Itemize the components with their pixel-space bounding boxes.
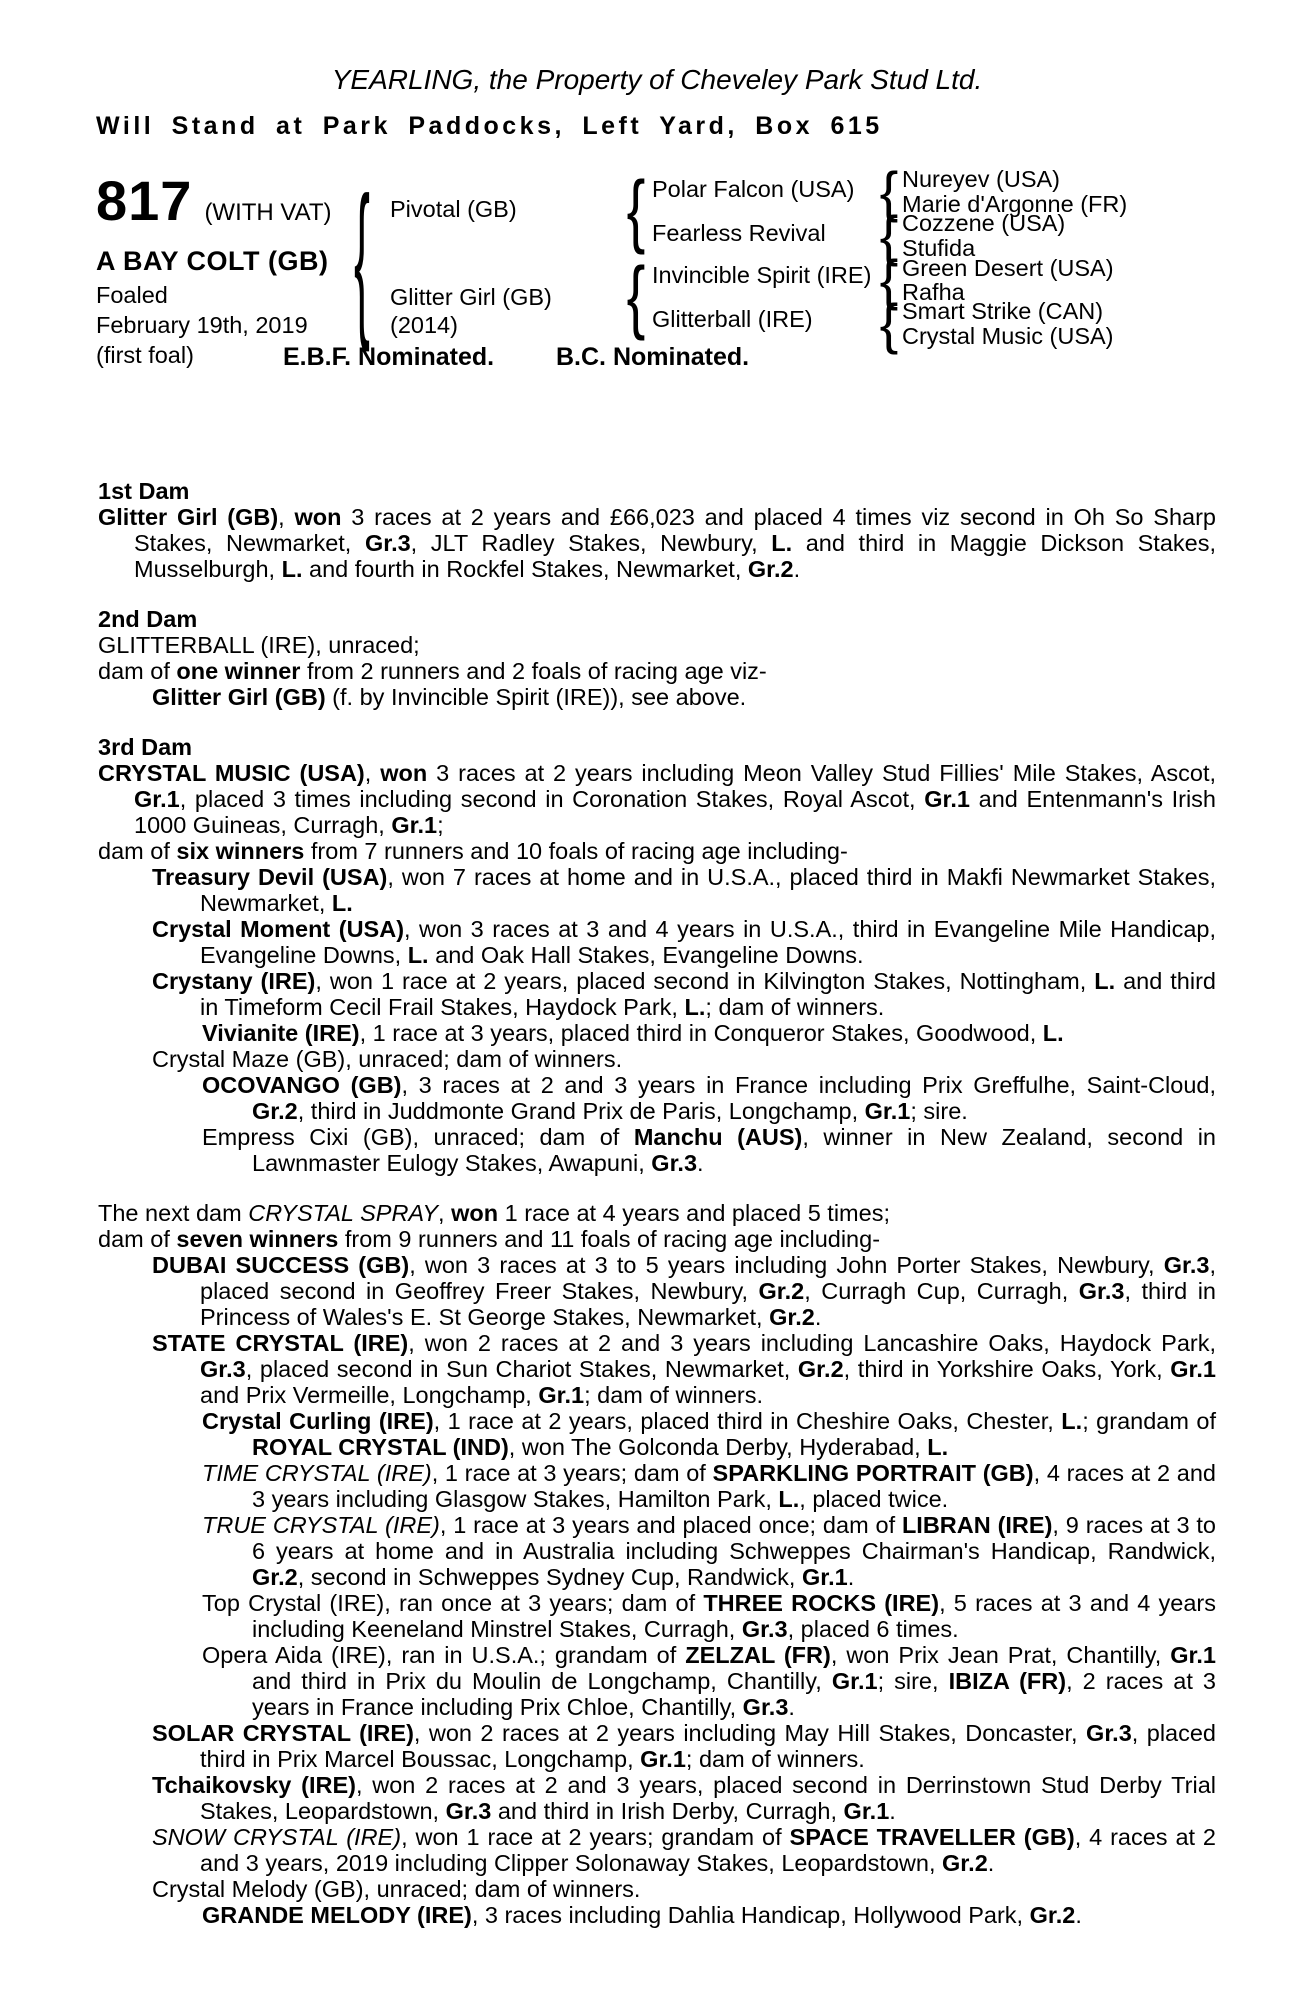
pedigree-brace-dam [616, 255, 656, 336]
pedigree-brace-sire [616, 169, 656, 250]
dam-dam-name: Glitterball (IRE) [652, 306, 813, 332]
foal-note: (first foal) [96, 342, 194, 368]
catalog-paragraph: Glitter Girl (GB) (f. by Invincible Spirit (IRE)), see above. [152, 684, 747, 710]
foaled-date: February 19th, 2019 [96, 312, 308, 338]
page-title: YEARLING, the Property of Cheveley Park Stud Ltd. [331, 64, 983, 95]
pedigree-brace-main [345, 173, 379, 344]
catalog-paragraph: STATE CRYSTAL (IRE), won 2 races at 2 and 3 years including Lancashire Oaks, Haydock Park, Gr.3, placed second in Sun Chariot Stakes, Newmarket, Gr.2, third in Yorkshire Oaks, York, Gr.1 and Prix Vermeille, Longchamp, Gr.1; dam of winners. [152, 1330, 1216, 1408]
catalog-paragraph: TRUE CRYSTAL (IRE), 1 race at 3 years and placed once; dam of LIBRAN (IRE), 9 races at 3 to 6 years at home and in Australia including Schweppes Chairman's Handicap, Randwick, Gr.2, second in Schweppes Sydney Cup, Randwick, Gr.1. [202, 1512, 1217, 1590]
sire-sire-sire-name: Nureyev (USA) [902, 166, 1061, 192]
pedigree-chart [0, 160, 1314, 395]
catalog-paragraph: Crystal Melody (GB), unraced; dam of winners. [152, 1876, 641, 1902]
sire-dam-sire-name: Cozzene (USA) [902, 210, 1066, 236]
section-heading: 1st Dam [98, 478, 190, 504]
catalog-paragraph: SOLAR CRYSTAL (IRE), won 2 races at 2 years including May Hill Stakes, Doncaster, Gr.3, placed third in Prix Marcel Boussac, Longchamp, Gr.1; dam of winners. [152, 1720, 1217, 1772]
catalog-paragraph: Tchaikovsky (IRE), won 2 races at 2 and 3 years, placed second in Derrinstown Stud Derby Trial Stakes, Leopardstown, Gr.3 and third in Irish Derby, Curragh, Gr.1. [152, 1772, 1216, 1824]
catalog-paragraph: Top Crystal (IRE), ran once at 3 years; dam of THREE ROCKS (IRE), 5 races at 3 and 4 years including Keeneland Minstrel Stakes, Curragh, Gr.3, placed 6 times. [202, 1590, 1216, 1642]
pedigree-section [98, 734, 1216, 1176]
pedigree-section [98, 606, 1216, 710]
stand-location-line: Will Stand at Park Paddocks, Left Yard, Box 615 [96, 112, 883, 140]
catalog-paragraph: Crystal Moment (USA), won 3 races at 3 and 4 years in U.S.A., third in Evangeline Mile Handicap, Evangeline Downs, L. and Oak Hall Stakes, Evangeline Downs. [152, 916, 1216, 968]
catalog-paragraph: dam of seven winners from 9 runners and 11 foals of racing age including- [98, 1226, 881, 1252]
catalog-paragraph: Crystany (IRE), won 1 race at 2 years, placed second in Kilvington Stakes, Nottingham, L. and third in Timeform Cecil Frail Stakes, Haydock Park, L.; dam of winners. [152, 968, 1216, 1020]
sire-name: Pivotal (GB) [390, 196, 517, 222]
catalog-paragraph: dam of six winners from 7 runners and 10 foals of racing age including- [98, 838, 848, 864]
pedigree-section [98, 1200, 1216, 1928]
dam-sire-name: Invincible Spirit (IRE) [652, 262, 872, 288]
catalog-paragraph: Empress Cixi (GB), unraced; dam of Manchu (AUS), winner in New Zealand, second in Lawnmaster Eulogy Stakes, Awapuni, Gr.3. [202, 1124, 1217, 1176]
catalog-paragraph: Opera Aida (IRE), ran in U.S.A.; grandam of ZELZAL (FR), won Prix Jean Prat, Chantilly, Gr.1 and third in Prix du Moulin de Longchamp, Chantilly, Gr.1; sire, IBIZA (FR), 2 races at 3 years in France including Prix Chloe, Chantilly, Gr.3. [202, 1642, 1216, 1720]
vat-note: (WITH VAT) [204, 199, 332, 226]
catalog-paragraph: Treasury Devil (USA), won 7 races at home and in U.S.A., placed third in Makfi Newmarket Stakes, Newmarket, L. [152, 864, 1216, 916]
bc-nominated-label: B.C. Nominated. [556, 343, 750, 371]
catalog-paragraph: GLITTERBALL (IRE), unraced; [98, 632, 420, 658]
pedigree-section [98, 478, 1216, 582]
colt-description: A BAY COLT (GB) [96, 246, 329, 276]
catalog-paragraph: Vivianite (IRE), 1 race at 3 years, placed third in Conqueror Stakes, Goodwood, L. [202, 1020, 1064, 1046]
dam-sire-sire-name: Green Desert (USA) [902, 255, 1114, 281]
catalog-paragraph: Crystal Maze (GB), unraced; dam of winners. [152, 1046, 623, 1072]
catalog-paragraph: dam of one winner from 2 runners and 2 foals of racing age viz- [98, 658, 767, 684]
catalog-paragraph: GRANDE MELODY (IRE), 3 races including Dahlia Handicap, Hollywood Park, Gr.2. [202, 1902, 1082, 1928]
lot-number: 817 [96, 169, 193, 232]
sire-sire-dam-name: Marie d'Argonne (FR) [902, 191, 1128, 217]
catalog-paragraph: Glitter Girl (GB), won 3 races at 2 years and £66,023 and placed 4 times viz second in Oh So Sharp Stakes, Newmarket, Gr.3, JLT Radley Stakes, Newbury, L. and third in Maggie Dickson Stakes, Musselburgh, L. and fourth in Rockfel Stakes, Newmarket, Gr.2. [98, 504, 1216, 582]
ebf-nominated-label: E.B.F. Nominated. [283, 343, 495, 371]
dam-sire-dam-name: Rafha [902, 279, 965, 305]
catalog-paragraph: DUBAI SUCCESS (GB), won 3 races at 3 to 5 years including John Porter Stakes, Newbury, Gr.3, placed second in Geoffrey Freer Stakes, Newbury, Gr.2, Curragh Cup, Curragh, Gr.3, third in Princess of Wales's E. St George Stakes, Newmarket, Gr.2. [152, 1252, 1216, 1330]
catalog-paragraph: Crystal Curling (IRE), 1 race at 2 years, placed third in Cheshire Oaks, Chester, L.; grandam of ROYAL CRYSTAL (IND), won The Golconda Derby, Hyderabad, L. [202, 1408, 1216, 1460]
catalog-paragraph: The next dam CRYSTAL SPRAY, won 1 race at 4 years and placed 5 times; [98, 1200, 890, 1226]
catalog-paragraph: SNOW CRYSTAL (IRE), won 1 race at 2 years; grandam of SPACE TRAVELLER (GB), 4 races at 2 and 3 years, 2019 including Clipper Solonaway Stakes, Leopardstown, Gr.2. [152, 1824, 1216, 1876]
foaled-label: Foaled [96, 282, 168, 308]
dam-dam-sire-name: Smart Strike (CAN) [902, 298, 1104, 324]
catalog-body [98, 478, 1216, 1952]
section-heading: 3rd Dam [98, 734, 193, 760]
catalog-paragraph: TIME CRYSTAL (IRE), 1 race at 3 years; dam of SPARKLING PORTRAIT (GB), 4 races at 2 and 3 years including Glasgow Stakes, Hamilton Park, L., placed twice. [202, 1460, 1216, 1512]
dam-year: (2014) [390, 312, 458, 338]
lot-number-row [96, 168, 332, 233]
sire-sire-name: Polar Falcon (USA) [652, 176, 855, 202]
sire-dam-name: Fearless Revival [652, 220, 826, 246]
sire-dam-dam-name: Stufida [902, 235, 976, 261]
section-heading: 2nd Dam [98, 606, 198, 632]
dam-dam-dam-name: Crystal Music (USA) [902, 323, 1114, 349]
catalog-paragraph: CRYSTAL MUSIC (USA), won 3 races at 2 years including Meon Valley Stud Fillies' Mile Stakes, Ascot, Gr.1, placed 3 times including second in Coronation Stakes, Royal Ascot, Gr.1 and Entenmann's Irish 1000 Guineas, Curragh, Gr.1; [98, 760, 1217, 838]
dam-name: Glitter Girl (GB) [390, 284, 552, 310]
catalog-paragraph: OCOVANGO (GB), 3 races at 2 and 3 years in France including Prix Greffulhe, Saint-Cloud, Gr.2, third in Juddmonte Grand Prix de Paris, Longchamp, Gr.1; sire. [202, 1072, 1216, 1124]
